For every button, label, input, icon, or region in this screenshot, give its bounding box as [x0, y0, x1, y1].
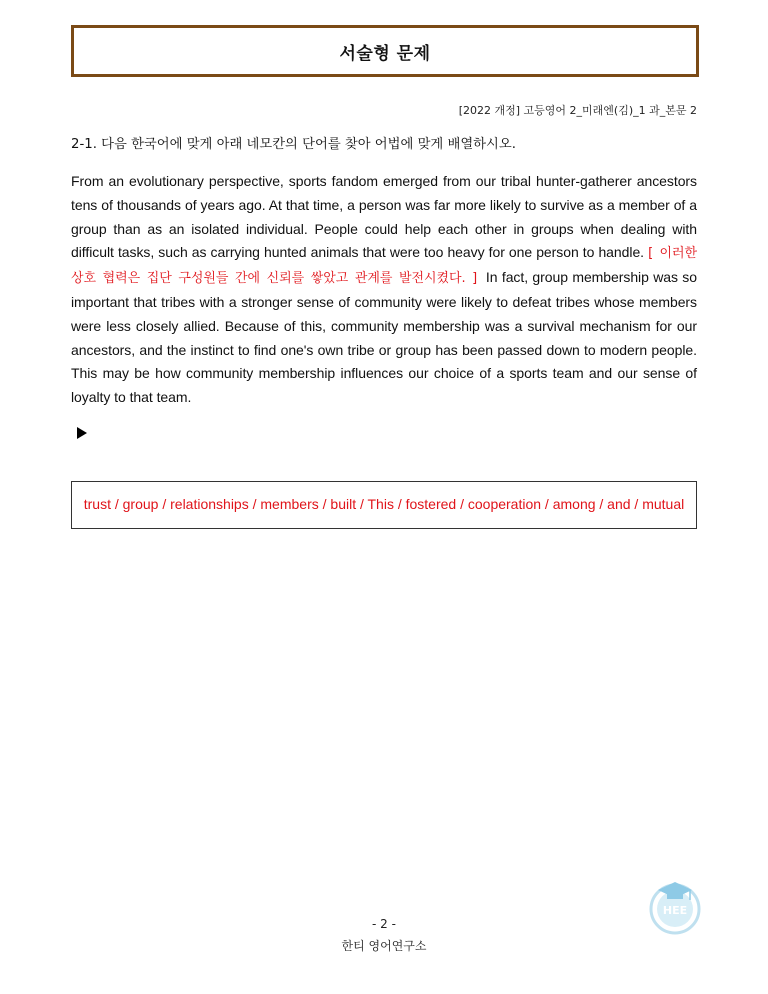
- page-title: 서술형 문제: [339, 43, 431, 64]
- passage: [71, 170, 697, 410]
- answer-arrow-icon: [77, 427, 87, 439]
- question-text: 2-1. 다음 한국어에 맞게 아래 네모칸의 단어를 찾아 어법에 맞게 배열하시오.: [71, 137, 516, 152]
- logo-text: HEE: [662, 904, 688, 917]
- passage-after: In fact, group membership was so important that tribes with a stronger sense of community were likely to defeat tribes whose members were less closely allied. Because of this, community membership was a survival mechanism for our ancestors, and the instinct to find one's own tribe or group has been passed down to modern people. This may be how community membership influences our choice of a sports team and our sense of loyalty to that team.: [71, 269, 697, 406]
- page-number: - 2 -: [372, 917, 396, 931]
- source-label: [2022 개정] 고등영어 2_미래엔(김)_1 과_본문 2: [458, 104, 697, 117]
- passage-before: From an evolutionary perspective, sports fandom emerged from our tribal hunter-gatherer ancestors tens of thousands of years ago. At that time, a person was far more likely to survive as a member of a group than as an isolated individual. People could help each other in groups when dealing with difficult tasks, such as carrying hunted animals that were too heavy for one person to handle.: [71, 173, 697, 261]
- word-box-text: trust / group / relationships / members / built / This / fostered / cooperation / among / and / mutual: [83, 496, 685, 513]
- hee-logo: [646, 878, 704, 936]
- passage-highlight: [ 이러한 상호 협력은 집단 구성원들 간에 신뢰를 쌓았고 관계를 발전시켰다. ]: [71, 246, 697, 287]
- title-box: [71, 25, 699, 77]
- word-box: [71, 481, 697, 529]
- footer-org: 한티 영어연구소: [341, 939, 427, 953]
